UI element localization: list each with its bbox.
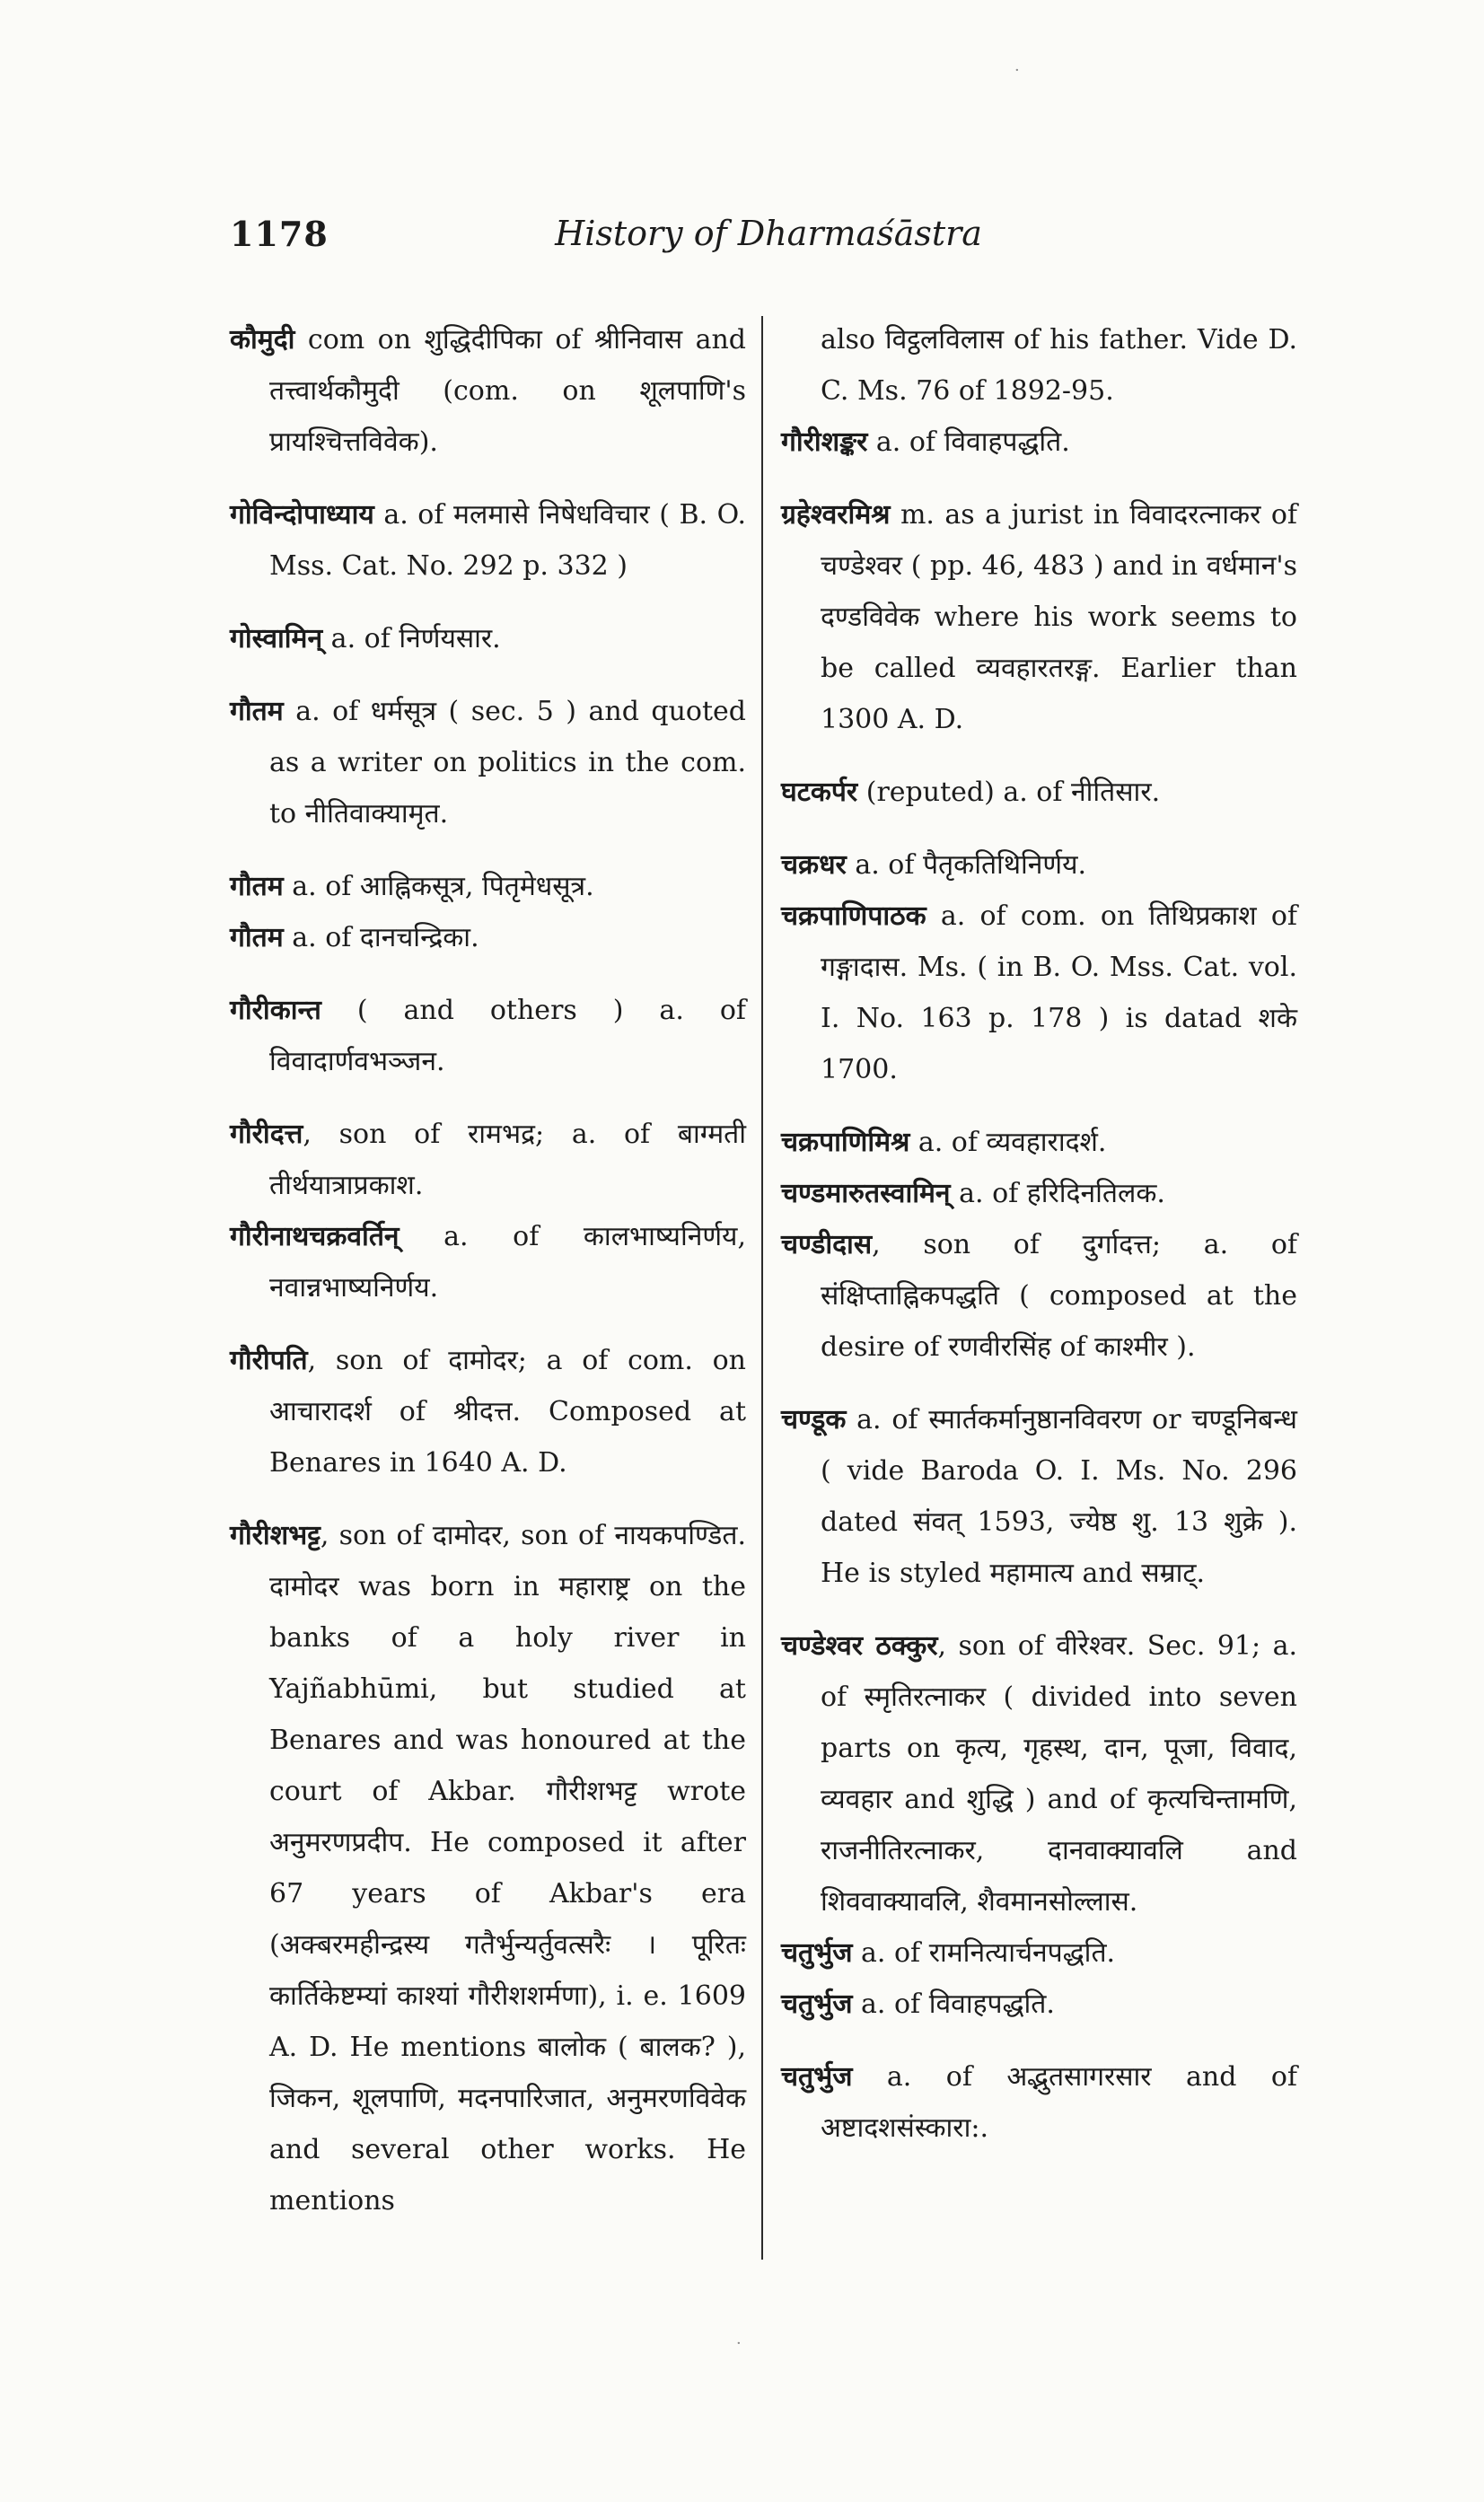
entry-headword: कौमुदी [230, 324, 295, 356]
entry-headword: चतुर्भुज [781, 1988, 853, 2020]
entry [230, 861, 746, 912]
entry-text: , son of दुर्गादत्त; a. of संक्षिप्ताह्निकपद्धति ( composed at the desire of रणवीरसिंह of काश्मीर ). [821, 1229, 1297, 1363]
page-number: 1178 [230, 214, 329, 254]
entry-headword: गौतम [230, 922, 284, 953]
entry-text: a. of विवाहपद्धति. [852, 1988, 1055, 2020]
entry [781, 1927, 1297, 1979]
entry-text: , son of वीरेश्वर. Sec. 91; a. of स्मृतिरत्नाकर ( divided into seven parts on कृत्य, गृहस्थ, दान, पूजा, विवाद, व्यवहार and शुद्धि ) and of कृत्यचिन्तामणि, राजनीतिरत्नाकर, दानवाक्यावलि and शिववाक्यावलि, शैवमानसोल्लास. [821, 1630, 1297, 1918]
entry-headword: घटकर्पर [781, 777, 858, 808]
entry-headword: चण्डीदास [781, 1229, 873, 1260]
entry-text: also विट्ठलविलास of his father. Vide D. C. Ms. 76 of 1892-95. [821, 324, 1297, 407]
entry-headword: चतुर्भुज [781, 1937, 853, 1969]
entry-headword: चक्रपाणिमिश्र [781, 1127, 910, 1158]
entry-headword: चतुर्भुज [781, 2061, 853, 2093]
entry [781, 1620, 1297, 1927]
entry-headword: चक्रपाणिपाठक [781, 900, 926, 932]
entry-text: a. of विवाहपद्धति. [867, 426, 1070, 458]
entry-headword: चण्डेश्वर ठक्कुर [781, 1630, 938, 1662]
entry [781, 1979, 1297, 2030]
entry-headword: गौरीकान्त [230, 995, 321, 1026]
entry-headword: गोस्वामिन् [230, 623, 323, 654]
entry [781, 839, 1297, 891]
scan-speck: · [736, 2334, 742, 2353]
entry-headword: गौरीशङ्कर [781, 426, 868, 458]
entry-text: com on शुद्धिदीपिका of श्रीनिवास and तत्त्वार्थकौमुदी (com. on शूलपाणि's प्रायश्चित्तविवेक). [269, 324, 746, 458]
entry [781, 417, 1297, 468]
entry-text: a. of पैतृकतिथिनिर्णय. [846, 849, 1087, 881]
left-column [230, 314, 746, 2226]
running-title: History of Dharmaśāstra [555, 214, 982, 253]
entry [230, 314, 746, 468]
page-header [230, 214, 1307, 268]
entry [781, 2051, 1297, 2154]
entry-headword: चक्रधर [781, 849, 847, 881]
entry [230, 1109, 746, 1211]
entry [230, 1510, 746, 2226]
entry-headword: गौरीशभट्ट [230, 1520, 321, 1551]
entry-text: a. of अद्भुतसागरसार and of अष्टादशसंस्कारा:. [821, 2061, 1297, 2144]
entry-text: , son of दामोदर; a of com. on आचारादर्श of श्रीदत्त. Composed at Benares in 1640 A. D. [269, 1345, 746, 1479]
entry [781, 489, 1297, 745]
entry-headword: चण्डूक [781, 1404, 847, 1435]
entry-text: a. of दानचन्द्रिका. [283, 922, 479, 953]
entry-continued [781, 314, 1297, 417]
entry-headword: गौतम [230, 696, 284, 727]
entry [781, 1168, 1297, 1219]
entry [781, 891, 1297, 1095]
entry [230, 1335, 746, 1488]
entry-text: ( and others ) a. of विवादार्णवभञ्जन. [269, 995, 746, 1077]
entry-text: a. of निर्णयसार. [322, 623, 501, 654]
entry-headword: गौरीनाथचक्रवर्तिन् [230, 1221, 400, 1252]
entry-text: a. of रामनित्यार्चनपद्धति. [852, 1937, 1116, 1969]
entry [230, 985, 746, 1087]
entry-text: a. of स्मार्तकर्मानुष्ठानविवरण or चण्डूनिबन्ध ( vide Baroda O. I. Ms. No. 296 dated संवत् 1593, ज्येष्ठ शु. 13 शुक्रे ). He is styled महामात्य and सम्राट्. [821, 1404, 1297, 1589]
entry-text: a. of व्यवहारादर्श. [909, 1127, 1107, 1158]
entry [230, 912, 746, 963]
entry-text: , son of दामोदर, son of नायकपण्डित. दामोदर was born in महाराष्ट्र on the banks of a holy river in Yajñabhūmi, but studied at Benares and was honoured at the court of Akbar. गौरीशभट्ट wrote अनुमरणप्रदीप. He composed it after 67 years of Akbar's era (अक्बरमहीन्द्रस्य गतैर्भुन्यर्तुवत्सरैः । पूरितः कार्तिकेष्टम्यां काश्यां गौरीशशर्मणा), i. e. 1609 A. D. He mentions बालोक ( बालक? ), जिकन, शूलपाणि, मदनपारिजात, अनुमरणविवेक and several other works. He mentions [269, 1520, 746, 2217]
entry [781, 1394, 1297, 1599]
entry-text: a. of कालभाष्यनिर्णय, नवान्नभाष्यनिर्णय. [269, 1221, 746, 1304]
entry-headword: गौतम [230, 871, 284, 902]
entry [230, 613, 746, 664]
entry [230, 489, 746, 592]
entry-text: a. of com. on तिथिप्रकाश of गङ्गादास. Ms. ( in B. O. Mss. Cat. vol. I. No. 163 p. 178 ) is datad शके 1700. [821, 900, 1297, 1085]
entry-headword: चण्डमारुतस्वामिन् [781, 1178, 951, 1209]
entry-headword: गौरीपति [230, 1345, 308, 1376]
entry [230, 686, 746, 839]
entry-text: , son of रामभद्र; a. of बाग्मती तीर्थयात्राप्रकाश. [269, 1119, 746, 1201]
entry-text: a. of मलमासे निषेधविचार ( B. O. Mss. Cat. No. 292 p. 332 ) [269, 499, 746, 582]
entry-text: (reputed) a. of नीतिसार. [857, 777, 1161, 808]
entry-text: a. of हरिदिनतिलक. [950, 1178, 1165, 1209]
column-divider [761, 316, 763, 2260]
entry-text: a. of धर्मसूत्र ( sec. 5 ) and quoted as a writer on politics in the com. to नीतिवाक्यामृत. [269, 696, 746, 830]
entry-headword: ग्रहेश्वरमिश्र [781, 499, 891, 531]
entry-headword: गौरीदत्त [230, 1119, 303, 1150]
entry [781, 767, 1297, 818]
entry [230, 1211, 746, 1313]
entry-text: a. of आह्निकसूत्र, पितृमेधसूत्र. [283, 871, 594, 902]
entry-text: m. as a jurist in विवादरत्नाकर of चण्डेश्वर ( pp. 46, 483 ) and in वर्धमान's दण्डविवेक where his work seems to be called व्यवहारतरङ्ग. Earlier than 1300 A. D. [821, 499, 1297, 735]
entry [781, 1117, 1297, 1168]
entry-headword: गोविन्दोपाध्याय [230, 499, 374, 531]
scan-speck: · [1014, 61, 1020, 80]
right-column [781, 314, 1297, 2154]
entry [781, 1219, 1297, 1373]
